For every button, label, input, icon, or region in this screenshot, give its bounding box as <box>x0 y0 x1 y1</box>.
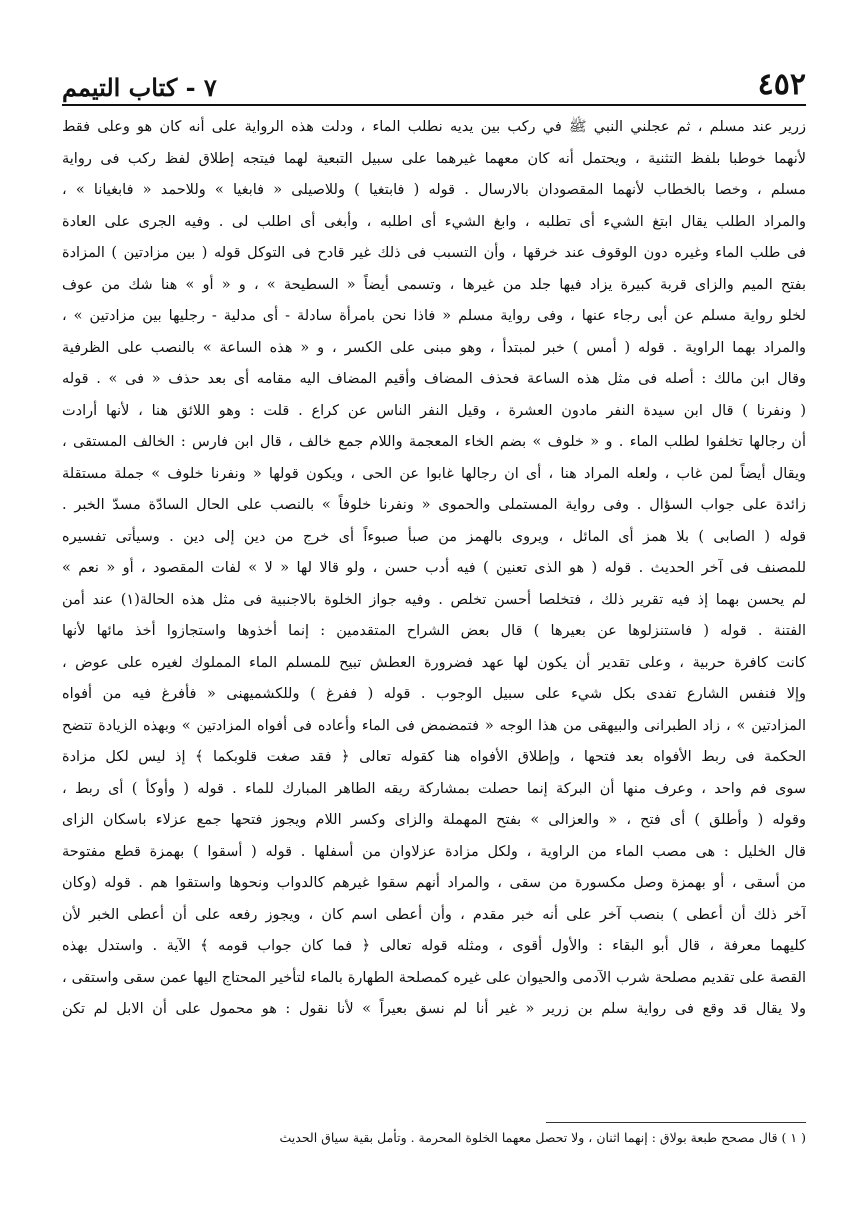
text-line: من أسقى ، أو بهمزة وصل مكسورة من سقى ، والمراد أنهم سقوا غيرهم كالدواب ونحوها واستقوا هم . قوله (وكان <box>62 875 806 891</box>
text-line: والمراد بهما الراوية . قوله ( أمس ) خبر لمبتدأ ، وهو مبنى على الكسر ، و « هذه الساعة » بالنصب على الظرفية <box>62 339 806 356</box>
text-line: زائدة على جواب السؤال . وفى رواية المستملى والحموى « ونفرنا خلوفاً » بالنصب على الحال السادّة مسدّ الخبر . <box>62 497 806 513</box>
text-line: وإلا فنفس الشارع تفدى بكل شيء على سبيل الوجوب . قوله ( ففرغ ) وللكشميهنى « فأفرغ فيه من أفواه <box>62 686 806 702</box>
running-title: ٧ - كتاب التيمم <box>62 73 217 102</box>
text-line: القصة على تقديم مصلحة شرب الآدمى والحيوان على غيره كمصلحة الطهارة بالماء لتأخير المحتاج اليها عمن سقى واستقى ، <box>62 969 806 986</box>
text-line: ( ونفرنا ) قال ابن سيدة النفر مادون العشرة ، وقيل النفر الناس عن كراع . قلت : وهو اللائق هنا ، لأنها أرادت <box>62 402 806 419</box>
text-line: ويقال أيضاً لمن غاب ، ولعله المراد هنا ، أى ان رجالها غابوا عن الحى ، ويكون قولها « ونفرنا خلوف » جملة مستقلة <box>62 465 806 482</box>
text-line: آخر ذلك أن أعطى ) بنصب آخر على أنه خبر مقدم ، وأن أعطى اسم كان ، ويجوز رفعه على أن أعطى الخبر لأن <box>62 906 806 923</box>
page-number: ٤٥٢ <box>757 67 806 102</box>
text-line: زرير عند مسلم ، ثم عجلني النبي ﷺ في ركب بين يديه نطلب الماء ، ودلت هذه الرواية على أنه كان هو وعلى فقط <box>62 119 806 135</box>
text-line: بفتح الميم والزاى قربة كبيرة يزاد فيها جلد من غيرها ، وتسمى أيضاً « السطيحة » ، و « أو » هنا شك من عوف <box>62 276 806 293</box>
footnote: ( ١ ) قال مصحح طبعة بولاق : إنهما اثنان ، ولا تحصل معهما الخلوة المحرمة . وتأمل بقية سياق الحديث <box>279 1130 806 1145</box>
text-line: قال الخليل : هى مصب الماء من الراوية ، ولكل مزادة عزلاوان من أسفلها . قوله ( أسقوا ) بهمزة قطع مفتوحة <box>62 843 806 860</box>
text-line: الفتنة . قوله ( فاستنزلوها عن بعيرها ) قال بعض الشراح المتقدمين : إنما أخذوها واستجازوا أخذ مائها لأنها <box>62 623 806 639</box>
text-line: والمراد الطلب يقال ابتغ الشيء أى تطلبه ، وابغ الشيء أى اطلبه ، وأبغى أى اطلب لى . وفيه الجرى على العادة <box>62 213 806 230</box>
footnote-divider <box>546 1122 806 1123</box>
text-line: كانت كافرة حربية ، وعلى تقدير أن يكون لها عهد فضرورة العطش تبيح للمسلم الماء المملوك لغيره على عوض ، <box>62 654 806 671</box>
text-line: للمصنف فى آخر الحديث . قوله ( هو الذى تعنين ) فيه أدب حسن ، ولو قالا لها « لا » لفات المقصود ، أو « نعم » <box>62 560 806 576</box>
main-text <box>62 112 806 1026</box>
text-line: مسلم ، وخصا بالخطاب لأنهما المقصودان بالارسال . قوله ( فابتغيا ) وللاصيلى « فابغيا » وللاحمد « فابغيانا » ، <box>62 182 806 198</box>
text-line: المزادتين » ، زاد الطبرانى والبيهقى من هذا الوجه « فتمضمض فى الماء وأعاده فى أفواه المزادتين » وبهذه الزيادة تتضح <box>62 717 806 734</box>
text-line: لم يحسن بهما إذ فيه تقرير ذلك ، فتخلصا أحسن تخلص . وفيه جواز الخلوة بالاجنبية فى مثل هذه الحالة(١) عند أمن <box>62 591 806 608</box>
text-line: لخلو رواية مسلم عن أبى رجاء عنها ، وفى رواية مسلم « فاذا نحن بامرأة سادلة - أى مدلية - رجليها بين مزادتين » ، <box>62 308 806 324</box>
text-line: قوله ( الصابى ) بلا همز أى المائل ، ويروى بالهمز من صبأ صبوءاً أى خرج من دين إلى دين . وسيأتى تفسيره <box>62 528 806 545</box>
text-line: ولا يقال قد وقع فى رواية سلم بن زرير « غير أنا لم نسق بعيراً » لأنا نقول : هو محمول على أن الابل لم تكن <box>62 1001 806 1017</box>
text-line: فى طلب الماء وغيره دون الوقوف عند خرقها ، وأن التسبب فى ذلك غير قادح فى التوكل قوله ( بين مزادتين ) المزادة <box>62 245 806 261</box>
text-line: سوى فم واحد ، وعرف منها أن البركة إنما حصلت بمشاركة ريقه الطاهر المبارك للماء . قوله ( وأوكأ ) أى ربط ، <box>62 780 806 797</box>
text-line: لأنهما خوطبا بلفظ التثنية ، ويحتمل أنه كان معهما غيرهما على سبيل التبعية لهما فيتجه إطلاق لفظ ركب فى رواية <box>62 150 806 167</box>
page-header <box>62 62 806 106</box>
text-line: أن رجالها تخلفوا لطلب الماء . و « خلوف » بضم الخاء المعجمة واللام جمع خالف ، قال ابن فارس : الخالف المستقى ، <box>62 434 806 450</box>
text-line: كليهما معرفة ، قال أبو البقاء : والأول أقوى ، ومثله قوله تعالى ﴿ فما كان جواب قومه ﴾ الآية . واستدل بهذه <box>62 938 806 954</box>
text-line: الحكمة فى ربط الأفواه بعد فتحها ، وإطلاق الأفواه هنا كقوله تعالى ﴿ فقد صغت قلوبكما ﴾ إذ ليس لكل مزادة <box>62 749 806 765</box>
text-line: وقال ابن مالك : أصله فى مثل هذه الساعة فحذف المضاف وأقيم المضاف اليه مقامه أى بعد حذف « فى » . قوله <box>62 371 806 387</box>
text-line: وقوله ( وأطلق ) أى فتح ، « والعزالى » بفتح المهملة والزاى وكسر اللام ويجوز فتحها جمع عزلاء باسكان الزاى <box>62 812 806 828</box>
